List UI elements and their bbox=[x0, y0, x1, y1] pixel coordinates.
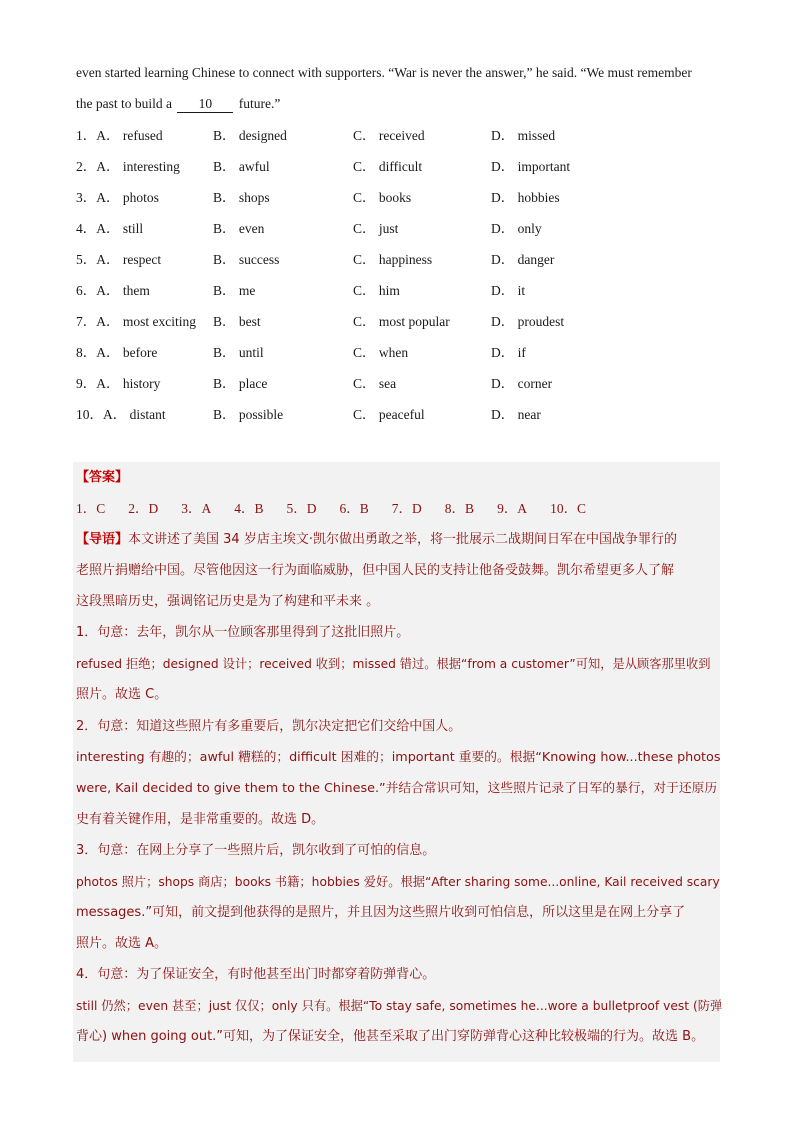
option-d: D． danger bbox=[491, 252, 555, 267]
option-c: C． books bbox=[353, 190, 412, 205]
answer-section bbox=[73, 462, 723, 1062]
option-c: C． happiness bbox=[353, 252, 433, 267]
question-number: 1． bbox=[76, 128, 97, 143]
option-d: D． missed bbox=[491, 128, 556, 143]
q2-meaning: 2．句意：知道这些照片有多重要后，凯尔决定把它们交给中国人。 bbox=[76, 719, 462, 734]
passage-text: future.” bbox=[235, 96, 281, 111]
option-a: A． history bbox=[96, 376, 161, 391]
question-row bbox=[76, 154, 736, 185]
option-c: C． peaceful bbox=[353, 407, 425, 422]
question-option-a bbox=[76, 278, 150, 304]
q4-meaning: 4．句意：为了保证安全，有时他甚至出门时都穿着防弹背心。 bbox=[76, 967, 436, 982]
question-row bbox=[76, 340, 736, 371]
answer-key: 9．A bbox=[497, 501, 528, 516]
option-b: B． shops bbox=[213, 190, 270, 205]
option-d: D． proudest bbox=[491, 314, 565, 329]
intro-line: 这段黑暗历史，强调铭记历史是为了构建和平未来 。 bbox=[76, 594, 380, 609]
question-option-a bbox=[76, 371, 160, 397]
option-b: B． even bbox=[213, 221, 265, 236]
question-option-a bbox=[76, 154, 180, 180]
question-row bbox=[76, 216, 736, 247]
option-a: A． them bbox=[96, 283, 150, 298]
intro-line: 老照片捐赠给中国。尽管他因这一行为面临威胁，但中国人民的支持让他备受鼓舞。凯尔希望更多人了解 bbox=[76, 563, 675, 578]
option-d: D． near bbox=[491, 407, 541, 422]
question-number: 9． bbox=[76, 376, 97, 391]
option-a: A． interesting bbox=[96, 159, 180, 174]
answer-key: 5．D bbox=[286, 501, 317, 516]
intro-text: 本文讲述了美国 34 岁店主埃文·凯尔做出勇敢之举，将一批展示二战期间日军在中国战争罪行的 bbox=[128, 532, 677, 547]
question-row bbox=[76, 309, 736, 340]
option-a: A． still bbox=[96, 221, 144, 236]
question-row bbox=[76, 278, 736, 309]
question-option-a bbox=[76, 123, 163, 149]
passage-ending bbox=[76, 60, 726, 122]
question-number: 6． bbox=[76, 283, 97, 298]
option-a: A． photos bbox=[96, 190, 159, 205]
option-d: D． if bbox=[491, 345, 526, 360]
question-number: 3． bbox=[76, 190, 97, 205]
option-c: C． difficult bbox=[353, 159, 423, 174]
option-b: B． possible bbox=[213, 407, 284, 422]
answer-keys bbox=[76, 498, 721, 520]
question-row bbox=[76, 185, 736, 216]
answer-key: 7．D bbox=[391, 501, 422, 516]
option-b: B． place bbox=[213, 376, 268, 391]
answer-key: 8．B bbox=[444, 501, 475, 516]
q1-meaning: 1．句意：去年，凯尔从一位顾客那里得到了这批旧照片。 bbox=[76, 625, 410, 640]
option-a: A． refused bbox=[96, 128, 163, 143]
question-number: 4． bbox=[76, 221, 97, 236]
option-b: B． awful bbox=[213, 159, 270, 174]
q1-explanation: 照片。故选 C。 bbox=[76, 687, 168, 702]
answer-key: 3．A bbox=[181, 501, 212, 516]
intro-line bbox=[76, 529, 721, 551]
question-row bbox=[76, 123, 736, 154]
option-d: D． hobbies bbox=[491, 190, 560, 205]
question-number: 2． bbox=[76, 159, 97, 174]
q3-explanation: 照片。故选 A。 bbox=[76, 936, 168, 951]
answer-title: 【答案】 bbox=[76, 470, 129, 485]
question-row bbox=[76, 371, 736, 402]
question-option-a bbox=[76, 402, 166, 428]
question-option-a bbox=[76, 340, 157, 366]
answer-key: 2．D bbox=[128, 501, 159, 516]
q3-meaning: 3．句意：在网上分享了一些照片后，凯尔收到了可怕的信息。 bbox=[76, 843, 436, 858]
answer-key: 4．B bbox=[234, 501, 264, 516]
passage-text: the past to build a bbox=[76, 96, 176, 111]
option-c: C． just bbox=[353, 221, 399, 236]
option-a: A． most exciting bbox=[96, 314, 196, 329]
q2-explanation: 史有着关键作用，是非常重要的。故选 D。 bbox=[76, 812, 325, 827]
question-option-a bbox=[76, 309, 196, 335]
question-number: 7． bbox=[76, 314, 97, 329]
option-b: B． designed bbox=[213, 128, 287, 143]
option-c: C． received bbox=[353, 128, 425, 143]
option-d: D． important bbox=[491, 159, 571, 174]
answer-key: 6．B bbox=[339, 501, 369, 516]
q2-explanation: were, Kail decided to give them to the Chinese.”并结合常识可知，这些照片记录了日军的暴行，对于还原历 bbox=[76, 781, 718, 796]
question-row bbox=[76, 402, 736, 433]
question-number: 10． bbox=[76, 407, 103, 422]
option-d: D． only bbox=[491, 221, 542, 236]
option-b: B． until bbox=[213, 345, 264, 360]
question-option-a bbox=[76, 185, 159, 211]
answer-key: 1．C bbox=[76, 501, 106, 516]
option-c: C． him bbox=[353, 283, 400, 298]
option-d: D． it bbox=[491, 283, 526, 298]
option-d: D． corner bbox=[491, 376, 553, 391]
passage-line bbox=[76, 91, 726, 122]
question-option-a bbox=[76, 247, 161, 273]
question-number: 5． bbox=[76, 252, 97, 267]
option-c: C． sea bbox=[353, 376, 397, 391]
question-row bbox=[76, 247, 736, 278]
option-b: B． success bbox=[213, 252, 280, 267]
option-b: B． me bbox=[213, 283, 256, 298]
option-a: A． before bbox=[96, 345, 158, 360]
intro-label: 【导语】 bbox=[76, 532, 129, 547]
q3-explanation: photos 照片；shops 商店；books 书籍；hobbies 爱好。根据“After sharing some...online, Kail received scary bbox=[76, 875, 720, 889]
question-option-a bbox=[76, 216, 143, 242]
option-c: C． most popular bbox=[353, 314, 450, 329]
q4-explanation: 背心) when going out.”可知，为了保证安全，他甚至采取了出门穿防弹背心这种比较极端的行为。故选 B。 bbox=[76, 1029, 705, 1044]
option-b: B． best bbox=[213, 314, 261, 329]
answer-key: 10．C bbox=[550, 501, 587, 516]
passage-line: even started learning Chinese to connect with supporters. “War is never the answer,” he said. “We must remember bbox=[76, 65, 692, 80]
option-a: A． respect bbox=[96, 252, 162, 267]
q1-explanation: refused 拒绝；designed 设计；received 收到；missed 错过。根据“from a customer”可知，是从顾客那里收到 bbox=[76, 657, 711, 671]
q2-explanation: interesting 有趣的；awful 糟糕的；difficult 困难的；important 重要的。根据“Knowing how...these photos bbox=[76, 750, 721, 765]
question-number: 8． bbox=[76, 345, 97, 360]
option-c: C． when bbox=[353, 345, 409, 360]
q4-explanation: still 仍然；even 甚至；just 仅仅；only 只有。根据“To stay safe, sometimes he...wore a bulletproof vest (防弹 bbox=[76, 999, 723, 1013]
blank-10: 10 bbox=[177, 96, 233, 113]
question-options bbox=[76, 123, 736, 433]
q3-explanation: messages.”可知，前文提到他获得的是照片，并且因为这些照片收到可怕信息，所以这里是在网上分享了 bbox=[76, 905, 686, 920]
option-a: A． distant bbox=[103, 407, 166, 422]
